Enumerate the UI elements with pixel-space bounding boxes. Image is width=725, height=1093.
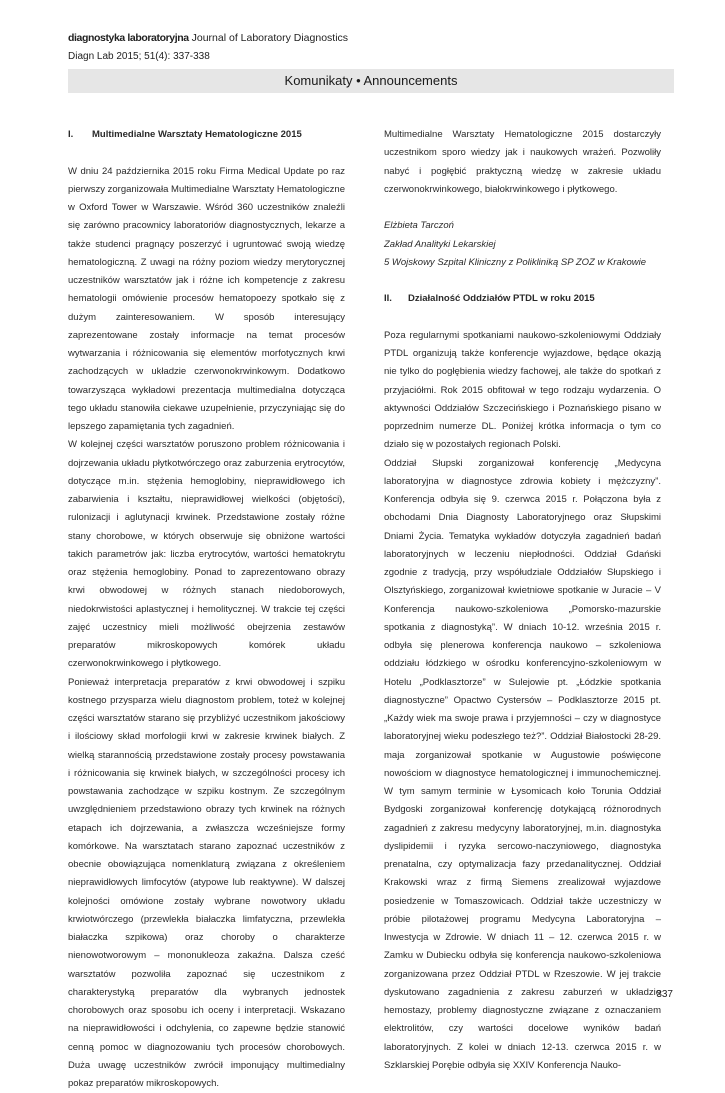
page-number: 337 [656, 989, 673, 1000]
section-1-continuation: Multimedialne Warsztaty Hematologiczne 2015 dostarczyły uczestnikom sporo wiedzy jak i naukowych wrażeń. Pozwoliły nabyć i pogłębić praktyczną wiedzę w zakresie układu czerwonokrwinkowego, białokrwinkowego i płytkowego. [384, 126, 661, 199]
section-2-heading [384, 290, 661, 308]
signature-department: Zakład Analityki Lekarskiej [384, 236, 661, 254]
section-1-paragraph: Ponieważ interpretacja preparatów z krwi obwodowej i szpiku kostnego przysparza wielu diagnostom problem, toteż w kolejnej części warsztatów starano się przybliżyć uczestnikom jakościowy i ilościowy skład morfologii krwi w zakresie krwinek białych. Z wielką starannością przedstawione zostały procesy powstawania i różnicowania się krwinek białych, w szczególności procesy ich powstawania zachodzące w szpiku kostnym. Ze szczególnym uwzględnieniem przedstawiono obrazy tych krwinek na różnych etapach ich dojrzewania, a zwłaszcza wcześniejsze formy komórkowe. Na warsztatach starano zapoznać uczestników z obecnie obowiązująca nomenklaturą związana z określeniem nieprawidłowych limfocytów (atypowe lub reaktywne). W dalszej kolejności omówione zostały wybrane nowotwory układu krwiotwórczego (przewlekła białaczka limfatyczna, przewlekła białaczka szpikowa) oraz choroby o charakterze nienowotworowym – mononukleoza zakaźna. Dalsza cześć warsztatów pozwoliła zapoznać się uczestnikom z charakterystyką preparatów dla wybranych jednostek chorobowych oraz sposobu ich oceny i interpretacji. Wskazano na nieprawidłowości i odchylenia, co zapewne będzie stanowić cenną pomoc w diagnozowaniu tych procesów chorobowych. Duża uwagę uczestników zwrócił imponujący multimedialny pokaz preparatów mikroskopowych. [68, 674, 345, 1093]
left-column [68, 126, 345, 1093]
journal-name-en: Journal of Laboratory Diagnostics [192, 32, 348, 44]
section-1-title: Multimedialne Warsztaty Hematologiczne 2015 [92, 126, 302, 144]
section-2-paragraph: Oddział Słupski zorganizował konferencję „Medycyna laboratoryjna w diagnostyce zdrowia kobiety i mężczyzny”. Konferencja odbyła się 9. czerwca 2015 r. Połączona była z obchodami Dnia Diagnosty Laboratoryjnego oraz Słupskimi Dniami Życia. Tematyka wykładów dotyczyła zagadnień badań laboratoryjnych w leczeniu niepłodności. Oddział Gdański zgodnie z tradycją, przy współudziale Oddziałów Słupskiego i Olsztyńskiego, zorganizował kwietniowe spotkanie w Juracie – V Konferencja naukowo-szkoleniowa „Pomorsko-mazurskie spotkania z diagnostyką”. W dniach 10-12. września 2015 r. odbyła się plenerowa konferencja naukowo – szkoleniowa oddziału łódzkiego w ośrodku konferencyjno-szkoleniowym w Hotelu „Podklasztorze” w Sulejowie pt. „Łódzkie spotkania diagnostyczne” Opactwo Cystersów – Podklasztorze 2015 pt. „Każdy wiek ma swoje prawa i przyjemności – czy w diagnostyce laboratoryjnej wieku podeszłego też?”. Oddział Białostocki 28-29. maja zorganizował spotkanie w Augustowie poświęcone nowościom w diagnostyce hematologicznej i immunochemicznej. W tym samym terminie w Łysomicach koło Torunia Oddział Bydgoski zorganizował konferencję dotykającą różnorodnych zagadnień z zakresu medycyny laboratoryjnej, m.in. diagnostyka dyslipidemii i ryzyka sercowo-naczyniowego, diagnostyka prenatalna, czy optymalizacja fazy przedanalitycznej. Oddział Krakowski wraz z firmą Siemens zrealizował wyjazdowe posiedzenie w Tomaszowicach. Oddział także uczestniczy w próbie pilotażowej programu Medycyna Laboratoryjna – Inwestycja w Zdrowie. W dniach 11 – 12. czerwca 2015 r. w Zamku w Dubiecku odbyła się konferencja naukowo-szkoleniowa zorganizowana przez Oddział PTDL w Rzeszowie. W jej trakcie dyskutowano zagadnienia z zakresu zaburzeń w układzie hemostazy, problemy diagnostyczne związane z oznaczaniem elektrolitów, czy wartości docelowe wyników badań laboratoryjnych. Z kolei w dniach 12-13. czerwca 2015 r. w Szklarskiej Porębie odbyła się XXIV Konferencja Nauko- [384, 455, 661, 1076]
section-band-title: Komunikaty • Announcements [68, 69, 674, 93]
signature-institution: 5 Wojskowy Szpital Kliniczny z Polikliniką SP ZOZ w Krakowie [384, 254, 661, 272]
section-2-paragraph: Poza regularnymi spotkaniami naukowo-szkoleniowymi Oddziały PTDL organizują także konferencje wyjazdowe, będące okazją nie tylko do pogłębienia wiedzy fachowej, ale także do spotkań z przyjaciółmi. Rok 2015 obfitował w tego rodzaju wydarzenia. O aktywności Oddziałów Szczecińskiego i Poznańskiego pisano w poprzednim numerze DL. Poniżej krótka informacja o tym co działo się w pozostałych regionach Polski. [384, 327, 661, 455]
section-1-paragraph: W dniu 24 października 2015 roku Firma Medical Update po raz pierwszy zorganizowała Multimedialne Warsztaty Hematologiczne w Oxford Tower w Warszawie. Wśród 360 uczestników znaleźli się zarówno pracownicy laboratoriów diagnostycznych, lekarze a także studenci pragnący poszerzyć i ugruntować swoją wiedzę hematologiczną. Z uwagi na różny poziom wiedzy merytorycznej uczestników warsztatów jak i różne ich kompetencje z zakresu hematologii omówienie procesów hematopoezy spotkało się z dużym zainteresowaniem. W sposób interesujący zaprezentowane zostały informacje na temat procesów wytwarzania i różnicowania się elementów morfotycznych krwi zachodzących w układzie czerwonokrwinkowym. Dodatkowo towarzysząca wykładowi prezentacja multimedialna dotycząca tego układu stanowiła ciekawe uzupełnienie, przyczyniając się do lepszego zapamiętania tych zagadnień. [68, 163, 345, 437]
journal-name-pl: diagnostyka laboratoryjna [68, 32, 189, 44]
citation: Diagn Lab 2015; 51(4): 337-338 [68, 50, 210, 64]
section-1-heading [68, 126, 345, 144]
right-column [384, 126, 661, 1075]
section-2-title: Działalność Oddziałów PTDL w roku 2015 [408, 290, 595, 308]
section-1-paragraph: W kolejnej części warsztatów poruszono problem różnicowania i dojrzewania układu płytkotwórczego oraz zaburzenia erytrocytów, dotyczące m.in. stężenia hemoglobiny, nieprawidłowego ich zabarwienia i kształtu, nieprawidłowej wielkości (objętości), rulonizacji i aglutynacji krwinek. Przedstawione zostały różne stany chorobowe, w których obserwuje się obniżone wartości takich parametrów jak: liczba erytrocytów, wartości hematokrytu oraz stężenia hemoglobiny. Ponad to zaprezentowano obrazy krwi obwodowej w różnych stanach niedoborowych, niedokrwistości aplastycznej i hemolitycznej. W trakcie tej części zajęć uczestnicy mieli możliwość obejrzenia zestawów preparatów mikroskopowych komórek układu czerwonokrwinkowego i płytkowego. [68, 436, 345, 673]
section-1-number: I. [68, 126, 92, 144]
section-2-number: II. [384, 290, 408, 308]
journal-title [68, 31, 348, 45]
signature-author: Elżbieta Tarczoń [384, 217, 661, 235]
